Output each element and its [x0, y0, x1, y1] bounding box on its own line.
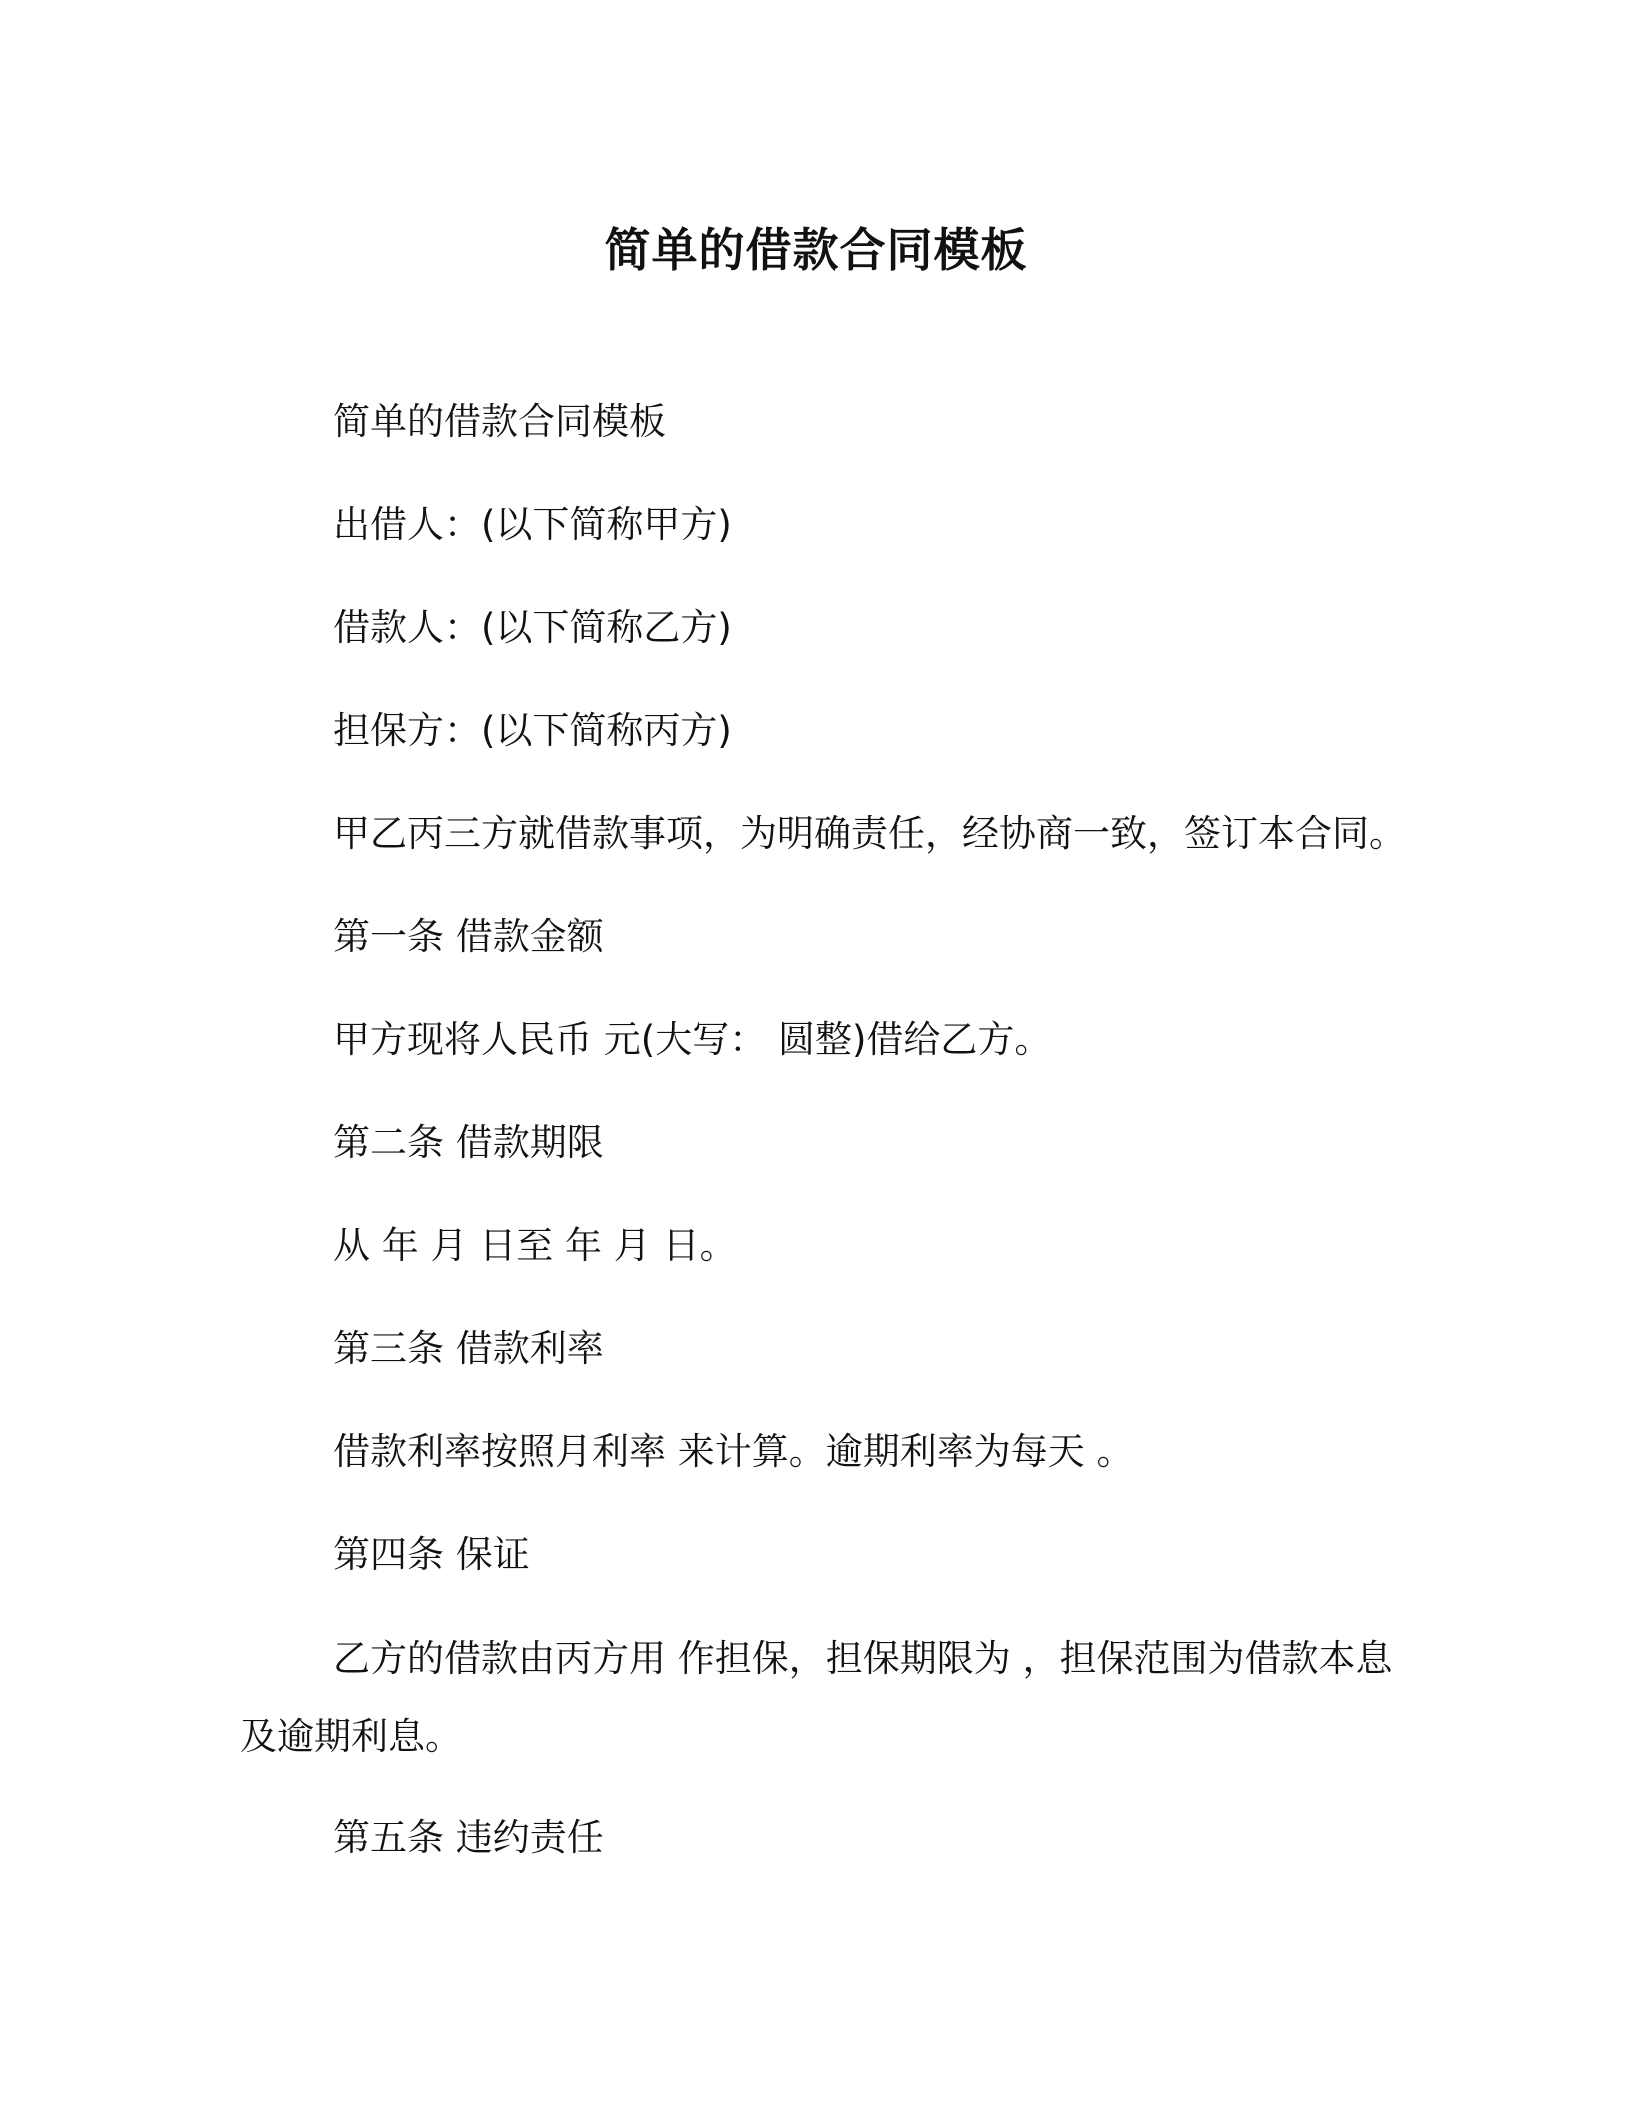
article-1-heading: 第一条 借款金额: [333, 915, 604, 958]
article-2-heading: 第二条 借款期限: [333, 1121, 604, 1164]
article-4-text: 乙方的借款由丙方用 作担保，担保期限为 ，担保范围为借款本息及逾期利息。: [240, 1637, 1393, 1758]
subtitle: 简单的借款合同模板: [333, 400, 666, 443]
borrower-line: 借款人：(以下简称乙方): [333, 606, 732, 649]
article-5-heading: 第五条 违约责任: [333, 1816, 604, 1859]
agreement-statement: 甲乙丙三方就借款事项，为明确责任，经协商一致，签订本合同。: [333, 812, 1406, 855]
lender-line: 出借人：(以下简称甲方): [333, 503, 732, 546]
article-3-heading: 第三条 借款利率: [333, 1327, 604, 1370]
article-1-text: 甲方现将人民币 元(大写： 圆整)借给乙方。: [333, 1018, 1052, 1061]
article-3-text: 借款利率按照月利率 来计算。逾期利率为每天 。: [333, 1430, 1134, 1473]
document-title: 简单的借款合同模板: [604, 223, 1028, 277]
article-2-text: 从 年 月 日至 年 月 日。: [333, 1224, 737, 1267]
article-4-heading: 第四条 保证: [333, 1533, 530, 1576]
guarantor-line: 担保方：(以下简称丙方): [333, 709, 732, 752]
